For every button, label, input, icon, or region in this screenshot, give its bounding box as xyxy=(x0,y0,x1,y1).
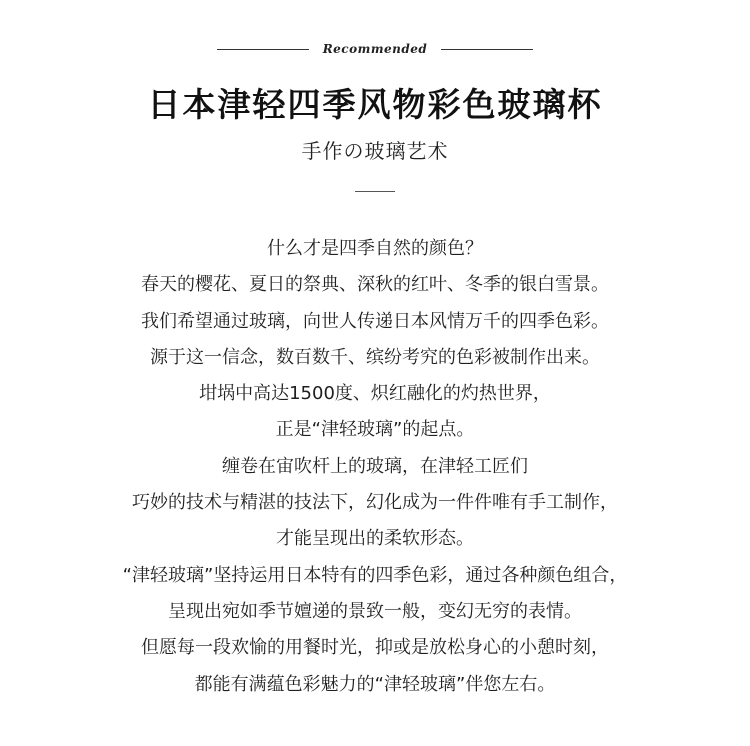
description-line: 巧妙的技术与精湛的技法下，幻化成为一件件唯有手工制作， xyxy=(132,492,618,514)
left-decorative-rule xyxy=(217,49,309,50)
description-line: 正是“津轻玻璃”的起点。 xyxy=(275,419,475,441)
description-line: 我们希望通过玻璃，向世人传递日本风情万千的四季色彩。 xyxy=(141,310,609,332)
description-line: “津轻玻璃”坚持运用日本特有的四季色彩，通过各种颜色组合， xyxy=(122,564,628,586)
description-line: 坩埚中高达1500度、炽红融化的灼热世界， xyxy=(199,383,551,405)
right-decorative-rule xyxy=(441,49,533,50)
description-line: 春天的樱花、夏日的祭典、深秋的红叶、冬季的银白雪景。 xyxy=(141,274,609,296)
description-line: 呈现出宛如季节嬗递的景致一般，变幻无穷的表情。 xyxy=(168,600,582,622)
description-text-block xyxy=(0,231,750,703)
description-line: 都能有满蕴色彩魅力的“津轻玻璃”伴您左右。 xyxy=(194,673,556,695)
description-line: 什么才是四季自然的颜色？ xyxy=(267,238,483,259)
page-title: 日本津轻四季风物彩色玻璃杯 xyxy=(147,85,603,124)
description-line: 缠卷在宙吹杆上的玻璃，在津轻工匠们 xyxy=(222,455,528,477)
page-subtitle: 手作の玻璃艺术 xyxy=(301,139,449,163)
description-line: 但愿每一段欢愉的用餐时光，抑或是放松身心的小憩时刻， xyxy=(141,637,609,659)
section-divider xyxy=(355,191,395,192)
description-line: 源于这一信念，数百数千、缤纷考究的色彩被制作出来。 xyxy=(150,346,600,368)
recommended-label: Recommended xyxy=(322,42,428,56)
recommended-header xyxy=(0,41,750,57)
description-line: 才能呈现出的柔软形态。 xyxy=(276,528,474,550)
